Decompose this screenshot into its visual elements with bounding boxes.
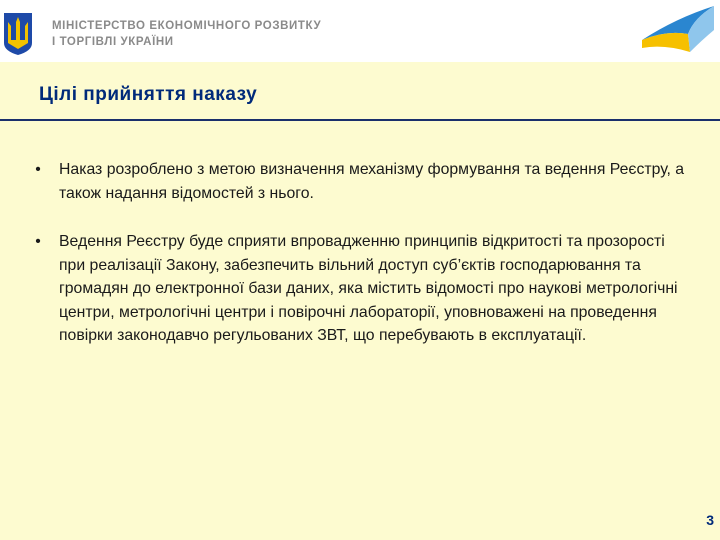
bullet-item [32,230,692,348]
ministry-name-line-2: І ТОРГІВЛІ УКРАЇНИ [52,36,174,48]
bullet-text: Ведення Реєстру буде сприяти впровадженню принципів відкритості та прозорості при реалізації Закону, забезпечить вільний доступ суб’єктів господарювання та громадян до електронної бази даних, яка містить відомості про наукові метрологічні центри, метрологічні центри і повірочні лабораторії, уповноважені на проведення повірки законодавчо регульованих ЗВТ, що перебувають в експлуатації. [59,233,678,344]
slide-title: Цілі прийняття наказу [39,84,258,105]
bullet-dot-icon: • [35,233,41,250]
bullet-item [32,158,692,205]
header-band [0,0,720,62]
title-divider [0,119,720,121]
page-number: 3 [706,512,714,528]
trident-emblem-icon [2,12,34,56]
bullet-list [32,158,692,348]
ministry-logo-icon [632,0,718,60]
ministry-name-line-1: МІНІСТЕРСТВО ЕКОНОМІЧНОГО РОЗВИТКУ [52,20,322,32]
ministry-name-box [42,15,336,55]
bullet-dot-icon: • [35,161,41,178]
bullet-text: Наказ розроблено з метою визначення механізму формування та ведення Реєстру, а також надання відомостей з нього. [59,161,685,202]
